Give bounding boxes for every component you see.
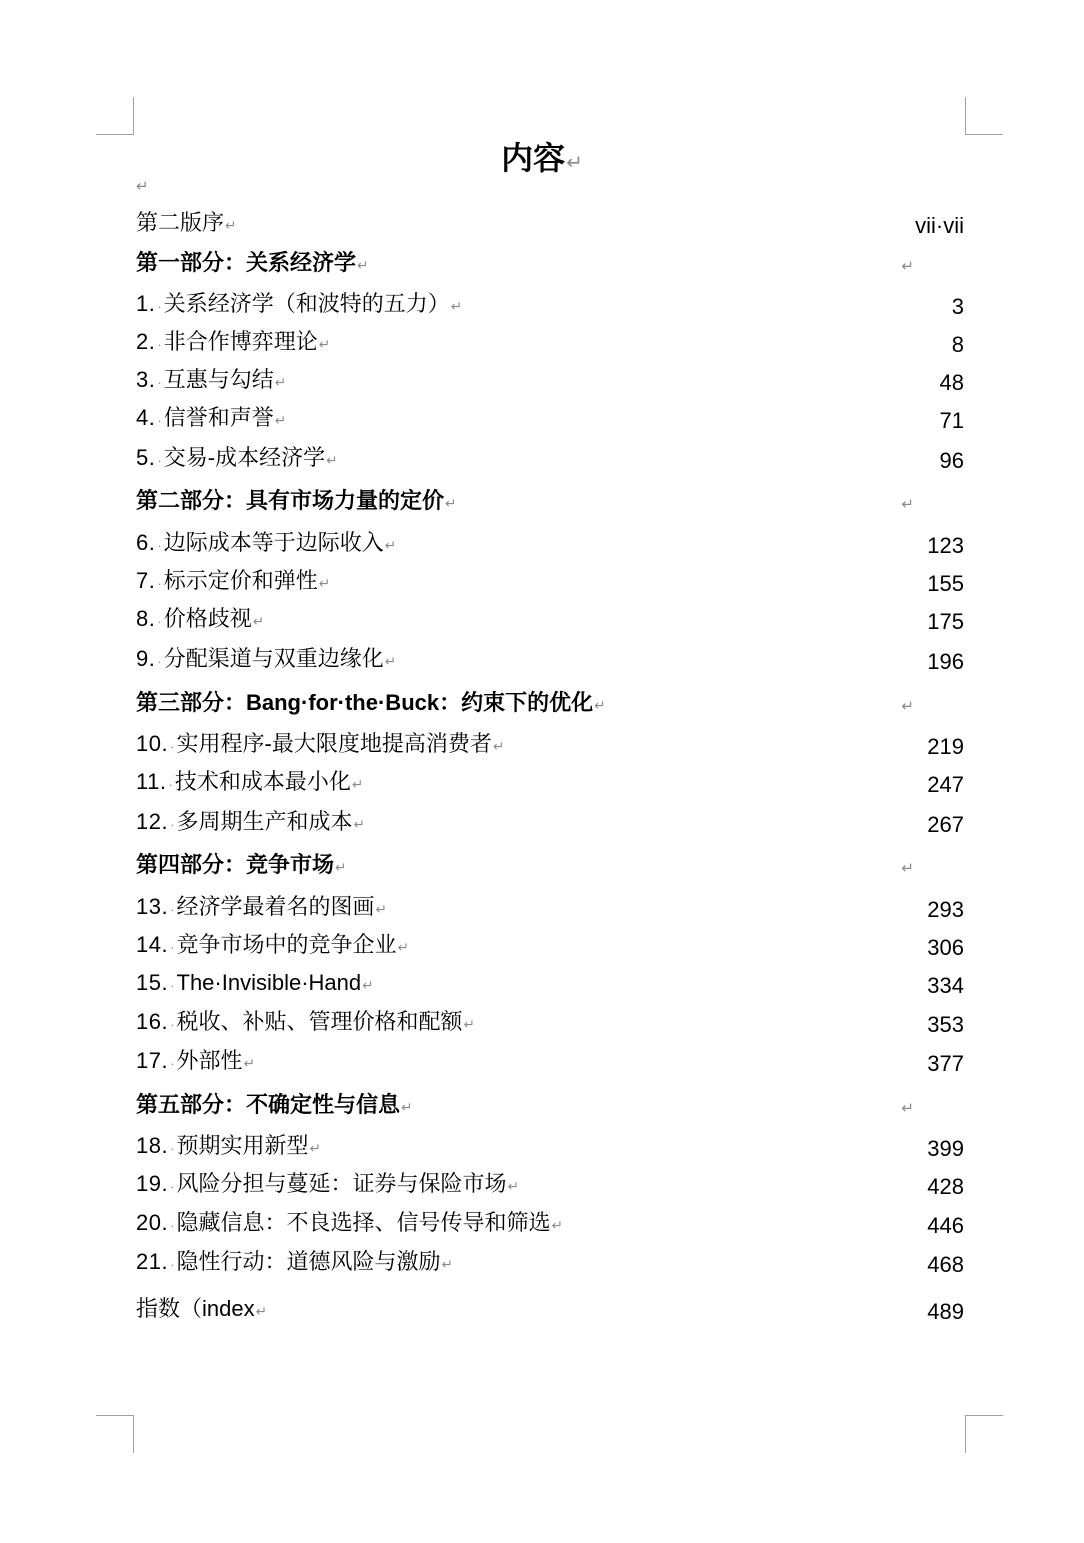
paragraph-mark-icon: ↵ — [492, 739, 505, 754]
toc-entry[interactable] — [136, 564, 964, 598]
toc-entry[interactable] — [136, 1245, 964, 1279]
space-mark-icon: · — [157, 654, 162, 669]
paragraph-mark-icon: ↵ — [318, 337, 331, 352]
toc-entry-title — [136, 401, 286, 438]
space-mark-icon: · — [157, 576, 162, 591]
toc-entry-title — [136, 686, 606, 723]
paragraph-mark-icon: ↵ — [351, 777, 364, 792]
toc-entry-title — [136, 526, 396, 563]
crop-mark-bottom-right-h — [965, 1415, 1003, 1416]
toc-page-number: vii·vii — [915, 213, 964, 238]
toc-entry-number: 7. — [136, 568, 156, 593]
crop-mark-bottom-left-h — [96, 1415, 134, 1416]
space-mark-icon: · — [170, 1257, 175, 1272]
toc-entry-title — [136, 484, 456, 521]
toc-entry-number: 14. — [136, 932, 169, 957]
paragraph-mark-icon: ↵ — [384, 654, 397, 669]
toc-entry-title — [136, 890, 387, 927]
toc-entry-text: 指数（index — [136, 1296, 255, 1321]
space-mark-icon: · — [157, 375, 162, 390]
toc-entry-number: 15. — [136, 970, 169, 995]
space-mark-icon: · — [170, 902, 175, 917]
toc-entry-title — [136, 848, 346, 885]
toc-page-number: 3 — [951, 294, 964, 319]
toc-entry[interactable] — [136, 401, 964, 435]
space-mark-icon: · — [157, 299, 162, 314]
toc-page-number: 123 — [927, 533, 964, 558]
toc-entry-number: 12. — [136, 809, 169, 834]
space-mark-icon: · — [157, 538, 162, 553]
toc-part-heading[interactable] — [136, 848, 964, 882]
paragraph-mark-icon: ↵ — [566, 152, 583, 174]
paragraph-mark-icon: ↵ — [353, 817, 365, 832]
toc-entry-title — [136, 1167, 519, 1204]
paragraph-mark-icon: ↵ — [243, 1056, 255, 1071]
toc-entry-text: 分配渠道与双重边缘化 — [163, 646, 384, 671]
page-title — [0, 138, 1084, 183]
space-mark-icon: · — [157, 337, 162, 352]
paragraph-mark-icon: ↵ — [901, 860, 914, 877]
toc-entry-text: 多周期生产和成本 — [176, 809, 353, 834]
toc-entry-number: 3. — [136, 367, 156, 392]
toc-page-number: 175 — [927, 609, 964, 634]
toc-entry[interactable] — [136, 287, 964, 321]
toc-entry-title — [136, 1088, 412, 1125]
paragraph-mark-icon: ↵ — [901, 258, 914, 275]
toc-part-heading[interactable] — [136, 686, 964, 720]
toc-entry-title — [136, 1206, 563, 1243]
toc-entry-number: 5. — [136, 445, 156, 470]
toc-entry-number: 11. — [136, 769, 167, 794]
toc-entry-title — [136, 602, 264, 639]
toc-entry[interactable] — [136, 1044, 964, 1078]
toc-entry-text: 互惠与勾结 — [163, 367, 274, 392]
toc-entry-title — [136, 206, 236, 243]
paragraph-mark-icon: ↵ — [445, 496, 457, 511]
toc-page-number: 293 — [927, 897, 964, 922]
toc-entry[interactable] — [136, 805, 964, 839]
toc-entry-text: 第五部分：不确定性与信息 — [136, 1092, 401, 1117]
toc-entry-text: 关系经济学（和波特的五力） — [163, 291, 450, 316]
crop-mark-top-left-h — [96, 134, 134, 135]
toc-page-number: 428 — [927, 1174, 964, 1199]
toc-entry-title — [136, 1044, 255, 1081]
paragraph-mark-icon: ↵ — [362, 978, 374, 993]
toc-entry-text: 价格歧视 — [163, 606, 252, 631]
paragraph-mark-icon: ↵ — [326, 453, 338, 468]
space-mark-icon: · — [170, 1179, 175, 1194]
toc-entry-title — [136, 287, 462, 324]
paragraph-mark-icon: ↵ — [397, 940, 409, 955]
paragraph-mark-icon: ↵ — [594, 698, 606, 713]
toc-entry[interactable] — [136, 1005, 964, 1039]
toc-entry-title — [136, 765, 363, 802]
paragraph-mark-icon: ↵ — [384, 538, 397, 553]
paragraph-mark-icon: ↵ — [551, 1218, 563, 1233]
toc-page-number: 48 — [939, 370, 964, 395]
toc-entry-text: 外部性 — [176, 1048, 243, 1073]
toc-page-number: 446 — [927, 1213, 964, 1238]
space-mark-icon: · — [170, 739, 175, 754]
toc-entry-number: 2. — [136, 329, 156, 354]
toc-entry-text: 技术和成本最小化 — [174, 769, 351, 794]
toc-page-number: 155 — [927, 571, 964, 596]
paragraph-mark-icon: ↵ — [375, 902, 387, 917]
toc-entry-number: 21. — [136, 1249, 169, 1274]
toc-entry-text: 风险分担与蔓延：证券与保险市场 — [176, 1171, 507, 1196]
toc-entry[interactable] — [136, 890, 964, 924]
toc-entry-text: 预期实用新型 — [176, 1133, 309, 1158]
toc-entry-title — [136, 966, 374, 1003]
crop-mark-top-right-v — [965, 97, 966, 135]
toc-page-number: 267 — [927, 812, 964, 837]
space-mark-icon: · — [157, 413, 162, 428]
toc-entry[interactable] — [136, 206, 964, 240]
paragraph-mark-icon: ↵ — [255, 1304, 268, 1319]
toc-entry[interactable] — [136, 642, 964, 676]
space-mark-icon: · — [170, 978, 175, 993]
toc-entry-number: 17. — [136, 1048, 169, 1073]
crop-mark-top-left-v — [133, 97, 134, 135]
toc-entry-number: 4. — [136, 405, 156, 430]
toc-entry-text: 非合作博弈理论 — [163, 329, 318, 354]
toc-entry-number: 8. — [136, 606, 156, 631]
paragraph-mark-icon: ↵ — [335, 860, 347, 875]
toc-entry-number: 13. — [136, 894, 169, 919]
crop-mark-bottom-left-v — [133, 1415, 134, 1453]
toc-page-number: 468 — [927, 1252, 964, 1277]
empty-paragraph-mark-icon: ↵ — [136, 178, 149, 195]
crop-mark-top-right-h — [965, 134, 1003, 135]
toc-entry-text: 第二版序 — [136, 210, 225, 235]
toc-entry[interactable] — [136, 765, 964, 799]
toc-entry-number: 9. — [136, 646, 156, 671]
toc-entry-title — [136, 564, 330, 601]
paragraph-mark-icon: ↵ — [357, 258, 369, 273]
toc-part-heading[interactable] — [136, 1088, 964, 1122]
toc-entry-title — [136, 805, 365, 842]
toc-page-number: 489 — [927, 1299, 964, 1324]
toc-entry-text: 竞争市场中的竞争企业 — [176, 932, 397, 957]
toc-page-number: 96 — [939, 448, 964, 473]
toc-entry-text: 第四部分：竞争市场 — [136, 852, 335, 877]
toc-entry-title — [136, 1292, 267, 1329]
space-mark-icon: · — [170, 817, 175, 832]
space-mark-icon: · — [157, 614, 162, 629]
paragraph-mark-icon: ↵ — [274, 375, 287, 390]
paragraph-mark-icon: ↵ — [901, 1100, 914, 1117]
toc-page-number: 247 — [927, 772, 964, 797]
toc-entry-title — [136, 642, 396, 679]
toc-entry[interactable] — [136, 1129, 964, 1163]
toc-entry-number: 19. — [136, 1171, 169, 1196]
toc-entry[interactable] — [136, 1292, 964, 1326]
toc-entry-title — [136, 1245, 453, 1282]
space-mark-icon: · — [170, 1141, 175, 1156]
toc-page-number: 8 — [951, 332, 964, 357]
toc-entry-title — [136, 1129, 321, 1166]
toc-entry-text: 信誉和声誉 — [163, 405, 274, 430]
toc-part-heading[interactable] — [136, 484, 964, 518]
toc-entry[interactable] — [136, 928, 964, 962]
space-mark-icon: · — [170, 1056, 175, 1071]
toc-entry-number: 1. — [136, 291, 156, 316]
paragraph-mark-icon: ↵ — [274, 413, 287, 428]
space-mark-icon: · — [157, 453, 162, 468]
toc-entry-text: 第二部分：具有市场力量的定价 — [136, 488, 445, 513]
toc-entry-title — [136, 928, 409, 965]
toc-page-number: 196 — [927, 649, 964, 674]
toc-entry-text: 第三部分：Bang·for·the·Buck：约束下的优化 — [136, 690, 594, 715]
toc-page-number: 334 — [927, 973, 964, 998]
toc-entry[interactable] — [136, 1206, 964, 1240]
toc-page-number: 71 — [939, 408, 964, 433]
space-mark-icon: · — [170, 1218, 175, 1233]
toc-entry-title — [136, 441, 338, 478]
paragraph-mark-icon: ↵ — [309, 1141, 321, 1156]
toc-entry-text: 边际成本等于边际收入 — [163, 530, 384, 555]
toc-page-number: 377 — [927, 1051, 964, 1076]
toc-entry-title — [136, 1005, 475, 1042]
toc-entry-title — [136, 363, 286, 400]
toc-entry-text: 第一部分：关系经济学 — [136, 250, 357, 275]
toc-entry[interactable] — [136, 727, 964, 761]
paragraph-mark-icon: ↵ — [401, 1100, 413, 1115]
toc-entry[interactable] — [136, 441, 964, 475]
toc-entry-number: 10. — [136, 731, 169, 756]
paragraph-mark-icon: ↵ — [441, 1257, 453, 1272]
toc-entry-text: 交易-成本经济学 — [163, 445, 326, 470]
toc-entry-title — [136, 246, 368, 283]
toc-entry-text: 隐藏信息：不良选择、信号传导和筛选 — [176, 1210, 551, 1235]
toc-entry[interactable] — [136, 1167, 964, 1201]
toc-page-number: 306 — [927, 935, 964, 960]
toc-entry[interactable] — [136, 526, 964, 560]
toc-entry-number: 16. — [136, 1009, 169, 1034]
toc-entry-number: 6. — [136, 530, 156, 555]
crop-mark-bottom-right-v — [965, 1415, 966, 1453]
toc-entry-text: 经济学最着名的图画 — [176, 894, 375, 919]
toc-entry-text: 标示定价和弹性 — [163, 568, 318, 593]
toc-page-number: 219 — [927, 734, 964, 759]
space-mark-icon: · — [168, 777, 173, 792]
toc-entry-text: 税收、补贴、管理价格和配额 — [176, 1009, 463, 1034]
paragraph-mark-icon: ↵ — [463, 1017, 475, 1032]
paragraph-mark-icon: ↵ — [318, 576, 331, 591]
paragraph-mark-icon: ↵ — [901, 496, 914, 513]
paragraph-mark-icon: ↵ — [225, 218, 237, 233]
toc-entry-number: 18. — [136, 1133, 169, 1158]
page-title-text: 内容 — [501, 140, 566, 176]
paragraph-mark-icon: ↵ — [901, 698, 914, 715]
toc-entry-text: The·Invisible·Hand — [176, 970, 362, 995]
paragraph-mark-icon: ↵ — [507, 1179, 519, 1194]
toc-entry[interactable] — [136, 602, 964, 636]
toc-page-number: 399 — [927, 1136, 964, 1161]
toc-entry-text: 隐性行动：道德风险与激励 — [176, 1249, 441, 1274]
toc-page-number: 353 — [927, 1012, 964, 1037]
toc-entry-title — [136, 325, 330, 362]
toc-entry-title — [136, 727, 504, 764]
toc-entry-text: 实用程序-最大限度地提高消费者 — [176, 731, 492, 756]
toc-part-heading[interactable] — [136, 246, 964, 280]
space-mark-icon: · — [170, 940, 175, 955]
toc-entry-number: 20. — [136, 1210, 169, 1235]
paragraph-mark-icon: ↵ — [450, 299, 463, 314]
toc-entry[interactable] — [136, 363, 964, 397]
paragraph-mark-icon: ↵ — [252, 614, 265, 629]
toc-entry[interactable] — [136, 966, 964, 1000]
space-mark-icon: · — [170, 1017, 175, 1032]
toc-entry[interactable] — [136, 325, 964, 359]
